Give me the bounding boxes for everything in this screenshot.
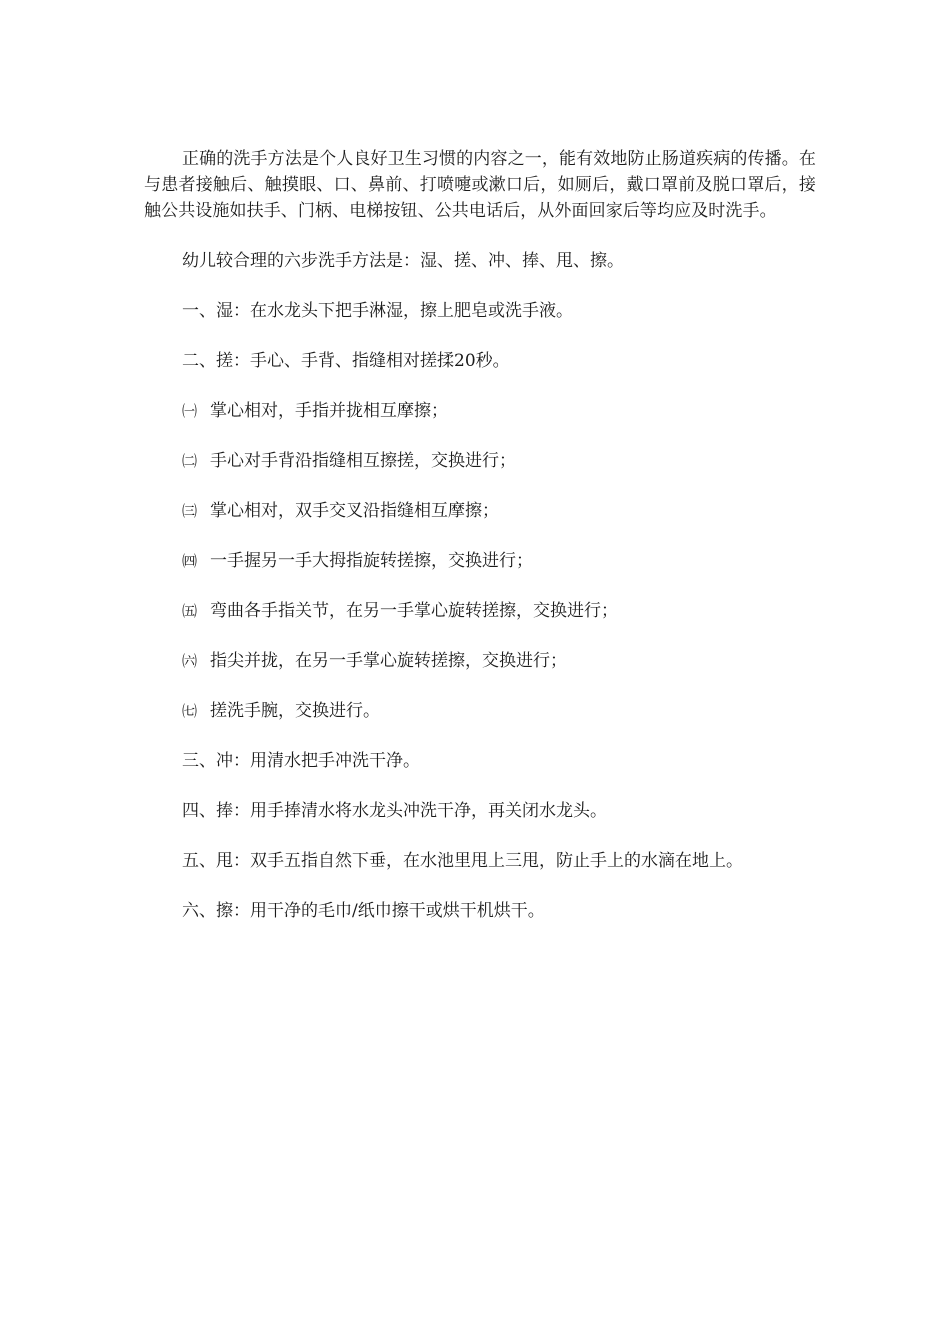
substep-1 bbox=[144, 398, 816, 424]
step-wet: 一、湿：在水龙头下把手淋湿，擦上肥皂或洗手液。 bbox=[182, 301, 573, 321]
substep-marker: ㈦ bbox=[182, 702, 198, 720]
step-dry: 六、擦：用干净的毛巾/纸巾擦干或烘干机烘干。 bbox=[182, 901, 545, 921]
substep-text: 掌心相对，手指并拢相互摩擦； bbox=[210, 401, 448, 421]
substep-marker: ㈤ bbox=[182, 602, 198, 620]
six-steps-summary: 幼儿较合理的六步洗手方法是：湿、搓、冲、捧、甩、擦。 bbox=[182, 251, 624, 271]
substep-6 bbox=[144, 648, 816, 674]
substep-2 bbox=[144, 448, 816, 474]
substep-text: 掌心相对，双手交叉沿指缝相互摩擦； bbox=[210, 501, 499, 521]
substep-marker: ㈠ bbox=[182, 402, 198, 420]
substep-text: 搓洗手腕，交换进行。 bbox=[210, 701, 380, 721]
substep-text: 手心对手背沿指缝相互擦搓，交换进行； bbox=[210, 451, 516, 471]
substep-marker: ㈡ bbox=[182, 452, 198, 470]
substep-4 bbox=[144, 548, 816, 574]
document-body bbox=[144, 146, 816, 924]
substep-text: 弯曲各手指关节，在另一手掌心旋转搓擦，交换进行； bbox=[210, 601, 618, 621]
substep-marker: ㈥ bbox=[182, 652, 198, 670]
substep-text: 指尖并拢，在另一手掌心旋转搓擦，交换进行； bbox=[210, 651, 567, 671]
step-rinse: 三、冲：用清水把手冲洗干净。 bbox=[182, 751, 420, 771]
substep-3 bbox=[144, 498, 816, 524]
substep-7 bbox=[144, 698, 816, 724]
substep-marker: ㈣ bbox=[182, 552, 198, 570]
substep-marker: ㈢ bbox=[182, 502, 198, 520]
intro-paragraph: 正确的洗手方法是个人良好卫生习惯的内容之一，能有效地防止肠道疾病的传播。在与患者接触后、触摸眼、口、鼻前、打喷嚏或漱口后，如厕后，戴口罩前及脱口罩后，接触公共设施如扶手、门柄、电梯按钮、公共电话后，从外面回家后等均应及时洗手。 bbox=[144, 149, 816, 221]
step-scoop: 四、捧：用手捧清水将水龙头冲洗干净，再关闭水龙头。 bbox=[182, 801, 607, 821]
step-rub: 二、搓：手心、手背、指缝相对搓揉20秒。 bbox=[182, 351, 510, 371]
substep-text: 一手握另一手大拇指旋转搓擦，交换进行； bbox=[210, 551, 533, 571]
step-shake: 五、甩：双手五指自然下垂，在水池里甩上三甩，防止手上的水滴在地上。 bbox=[182, 851, 743, 871]
substep-5 bbox=[144, 598, 816, 624]
